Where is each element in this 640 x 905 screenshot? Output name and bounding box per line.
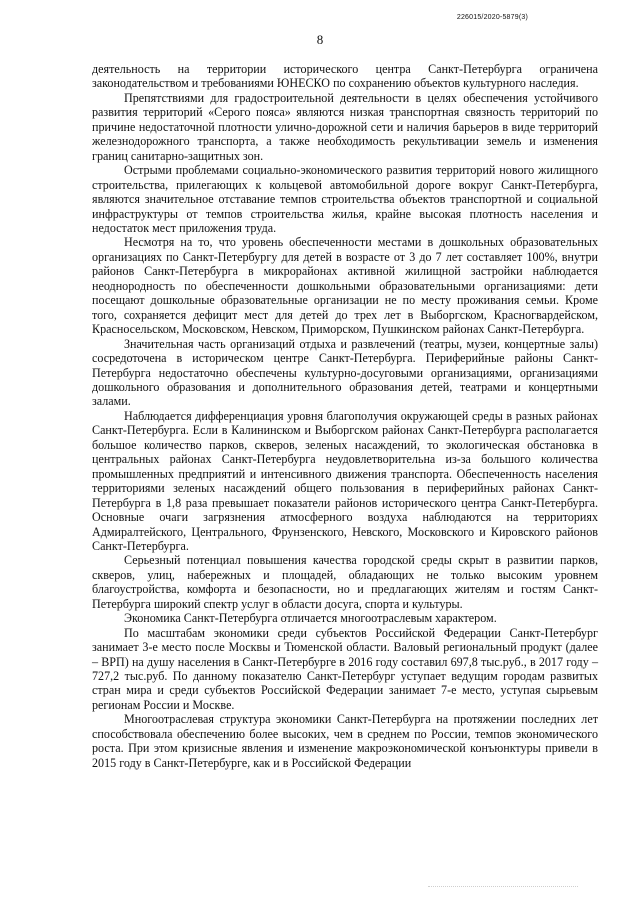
paragraph: Экономика Санкт-Петербурга отличается многоотраслевым характером. [124,611,497,626]
paragraph: Препятствиями для градостроительной деятельности в целях обеспечения устойчивого развития территорий «Серого пояса» являются низкая транспортная связность территорий по причине недостаточной плотности улично-дорожной сети и наличия барьеров в виде территорий железнодорожного транспорта, а также необходимость рекультивации земель и изменения границ санитарно-защитных зон. [92,90,598,163]
body-text [92,62,598,770]
paragraph: Наблюдается дифференциация уровня благополучия окружающей среды в разных районах Санкт-Петербурга. Если в Калининском и Выборгском районах Санкт-Петербурга располагается большое количество парков, скверов, зеленых насаждений, то экологическая обстановка в центральных районах Санкт-Петербурга неудовлетворительна из-за большого количества промышленных предприятий и интенсивного движения транспорта. Обеспеченность населения территориями зеленых насаждений общего пользования в периферийных районах Санкт-Петербурга в 1,8 раза превышает показатели районов исторического центра Санкт-Петербурга. Основные очаги загрязнения атмосферного воздуха наблюдаются на территориях Адмиралтейского, Центрального, Фрунзенского, Невского, Московского и Кировского районов Санкт-Петербурга. [92,408,598,553]
paragraph: Значительная часть организаций отдыха и развлечений (театры, музеи, концертные залы) сосредоточена в историческом центре Санкт-Петербурга. Периферийные районы Санкт-Петербурга недостаточно обеспечены культурно-досуговыми организациями, организациями дошкольного образования и дополнительного образования детей, театрами и концертными залами. [92,336,598,409]
paragraph: По масштабам экономики среди субъектов Российской Федерации Санкт-Петербург занимает 3-е место после Москвы и Тюменской области. Валовый региональный продукт (далее – ВРП) на душу населения в Санкт-Петербурге в 2016 году составил 697,8 тыс.руб., в 2017 году – 727,2 тыс.руб. По данному показателю Санкт-Петербург уступает ведущим городам развитых стран мира и среди субъектов Российской Федерации занимает 7-е место, уступая сырьевым регионам России и Москве. [92,625,598,712]
paragraph: деятельность на территории исторического центра Санкт-Петербурга ограничена законодательством и требованиями ЮНЕСКО по сохранению объектов культурного наследия. [92,62,598,91]
paragraph: Многоотраслевая структура экономики Санкт-Петербурга на протяжении последних лет способствовала обеспечению более высоких, чем в среднем по России, темпов экономического роста. При этом кризисные явления и изменение макроэкономической конъюнктуры привели в 2015 году в Санкт-Петербурге, как и в Российской Федерации [92,712,598,770]
footer-scan-marks [428,886,578,893]
document-id: 226015/2020-5879(3) [456,14,528,21]
page-number: 8 [316,32,324,47]
paragraph: Серьезный потенциал повышения качества городской среды скрыт в развитии парков, скверов, улиц, набережных и площадей, обладающих не только высоким уровнем благоустройства, комфорта и безопасности, но и предлагающих жителям и гостям Санкт-Петербурга широкий спектр услуг в области досуга, спорта и культуры. [92,553,598,611]
paragraph: Несмотря на то, что уровень обеспеченности местами в дошкольных образовательных организациях по Санкт-Петербургу для детей в возрасте от 3 до 7 лет составляет 100%, внутри районов Санкт-Петербурга в микрорайонах активной жилищной застройки наблюдается неоднородность по обеспеченности дошкольными образовательными организациями: дети посещают дошкольные образовательные организации не по месту проживания семьи. Кроме того, сохраняется дефицит мест для детей до трех лет в Выборгском, Красногвардейском, Красносельском, Московском, Невском, Приморском, Пушкинском районах Санкт-Петербурга. [92,235,598,337]
paragraph: Острыми проблемами социально-экономического развития территорий нового жилищного строительства, прилегающих к кольцевой автомобильной дороге вокруг Санкт-Петербурга, являются значительное отставание темпов строительства объектов транспортной и социальной инфраструктуры от темпов строительства жилья, крайне высокая плотность населения и недостаток мест приложения труда. [92,163,598,235]
